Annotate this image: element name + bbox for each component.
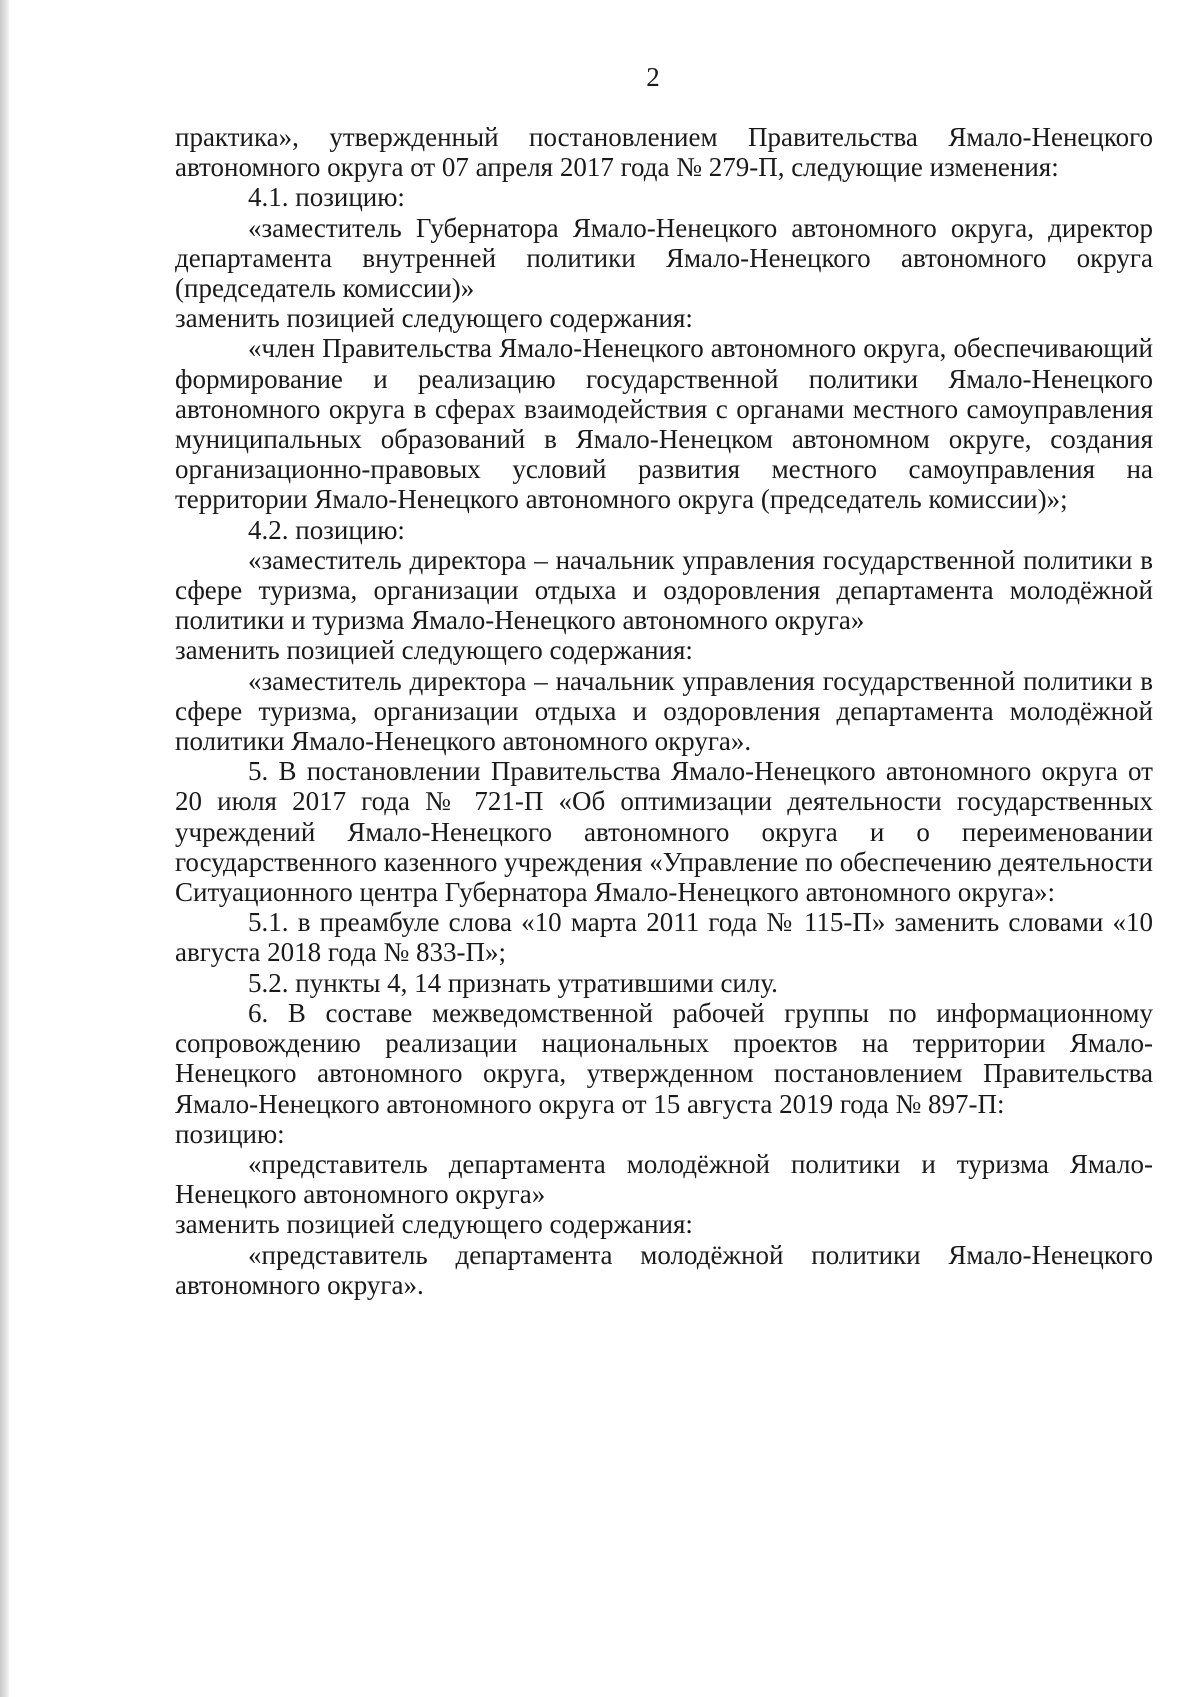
paragraph: «представитель департамента молодёжной политики и туризма Ямало-Ненецкого автономного округа» (175, 1148, 1153, 1210)
paragraph: 4.1. позицию: (248, 182, 405, 213)
paragraph: заменить позицией следующего содержания: (175, 1209, 693, 1240)
paragraph: «заместитель директора – начальник управления государственной политики в сфере туризма, организации отдыха и оздоровления департамента молодёжной политики и туризма Ямало-Ненецкого автономного округа» (175, 544, 1153, 636)
scan-edge (0, 0, 9, 1697)
paragraph: заменить позицией следующего содержания: (175, 303, 693, 334)
paragraph: заменить позицией следующего содержания: (175, 635, 693, 666)
paragraph: «представитель департамента молодёжной политики Ямало-Ненецкого автономного округа». (175, 1239, 1153, 1300)
paragraph: 6. В составе межведомственной рабочей группы по информационному сопровождению реализации национальных проектов на территории Ямало-Ненецкого автономного округа, утвержденном постановлением Правительства Ямало-Ненецкого автономного округа от 15 августа 2019 года № 897-П: (175, 997, 1153, 1119)
paragraph: «заместитель Губернатора Ямало-Ненецкого автономного округа, директор департамента внутренней политики Ямало-Ненецкого автономного округа (председатель комиссии)» (175, 212, 1153, 304)
paragraph: 4.2. позицию: (248, 514, 405, 545)
paragraph: «заместитель директора – начальник управления государственной политики в сфере туризма, организации отдыха и оздоровления департамента молодёжной политики Ямало-Ненецкого автономного округа». (175, 665, 1153, 757)
paragraph: позицию: (175, 1118, 285, 1149)
page-number: 2 (646, 62, 660, 92)
paragraph: 5.2. пункты 4, 14 признать утратившими силу. (248, 967, 778, 998)
paragraph: практика», утвержденный постановлением Правительства Ямало-Ненецкого автономного округа от 07 апреля 2017 года № 279-П, следующие изменения: (175, 122, 1153, 183)
paragraph: «член Правительства Ямало-Ненецкого автономного округа, обеспечивающий формирование и реализацию государственной политики Ямало-Ненецкого автономного округа в сферах взаимодействия с органами местного самоуправления муниципальных образований в Ямало-Ненецком автономном округе, создания организационно-правовых условий развития местного самоуправления на территории Ямало-Ненецкого автономного округа (председатель комиссии)»; (175, 333, 1153, 515)
paragraph: 5. В постановлении Правительства Ямало-Ненецкого автономного округа от 20 июля 2017 года № 721-П «Об оптимизации деятельности государственных учреждений Ямало-Ненецкого автономного округа и о переименовании государственного казенного учреждения «Управление по обеспечению деятельности Ситуационного центра Губернатора Ямало-Ненецкого автономного округа»: (175, 756, 1153, 908)
document-page (175, 62, 1153, 1300)
paragraph: 5.1. в преамбуле слова «10 марта 2011 года № 115-П» заменить словами «10 августа 2018 года № 833-П»; (175, 907, 1153, 968)
